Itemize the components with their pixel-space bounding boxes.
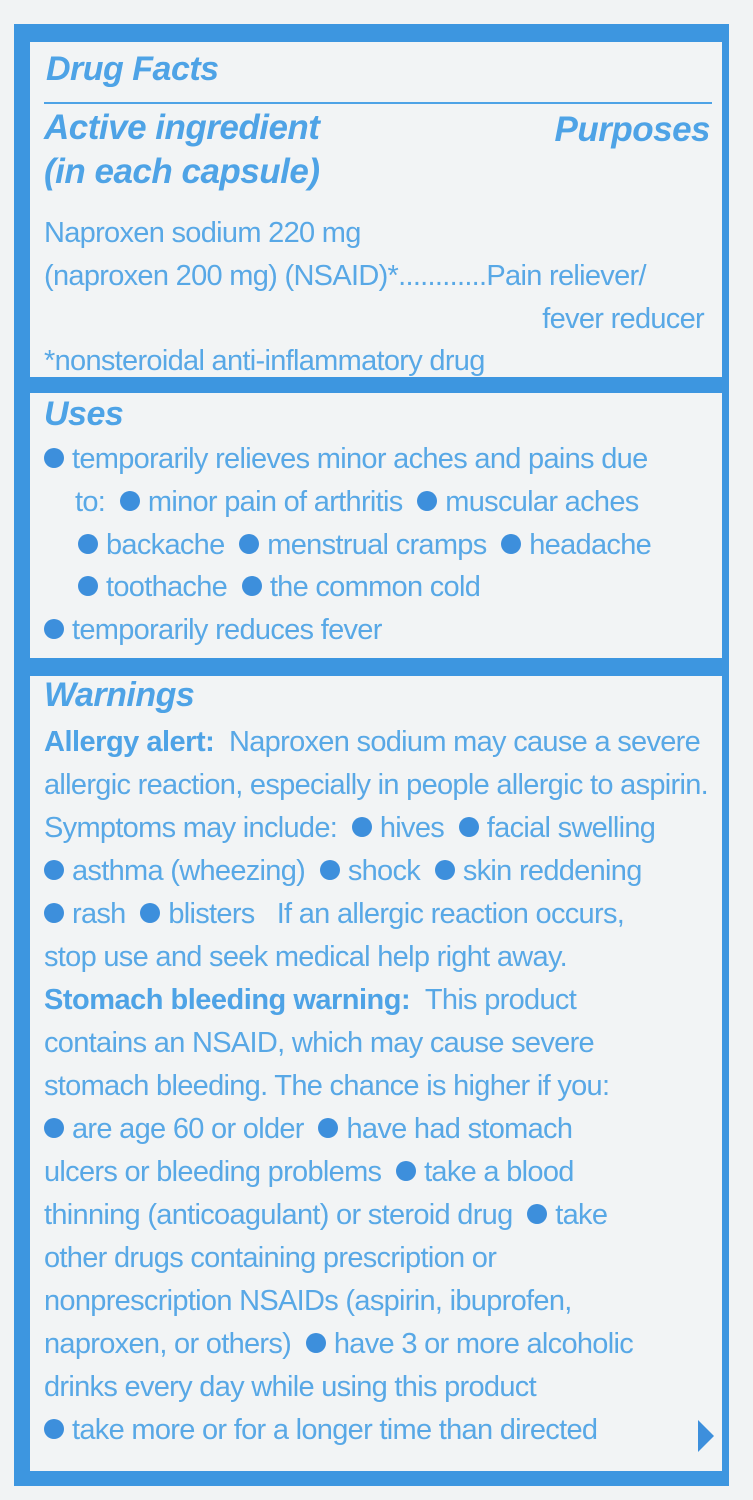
warnings-line-15: naproxen, or others) have 3 or more alcoholic: [44, 1328, 634, 1360]
warnings-line-5: rash blisters If an allergic reaction occurs,: [44, 898, 624, 931]
bullet-icon: [501, 534, 521, 554]
warnings-line-16: drinks every day while using this product: [44, 1371, 536, 1403]
header-rule: [44, 102, 712, 104]
drug-facts-box: [30, 42, 722, 377]
bullet-icon: [242, 576, 262, 596]
bullet-icon: [78, 576, 98, 596]
bullet-icon: [435, 860, 455, 880]
uses-box: [30, 393, 722, 658]
warnings-line-12: thinning (anticoagulant) or steroid drug take: [44, 1199, 608, 1231]
uses-line-2: to: minor pain of arthritis muscular aches: [75, 486, 639, 518]
bullet-icon: [318, 1118, 338, 1138]
stomach-bleeding-label: Stomach bleeding warning:: [44, 984, 411, 1016]
uses-line-1: temporarily relieves minor aches and pains due: [44, 443, 648, 476]
bullet-icon: [44, 1118, 64, 1138]
warnings-line-13: other drugs containing prescription or: [44, 1242, 497, 1274]
warnings-line-8: contains an NSAID, which may cause severe: [44, 1027, 594, 1059]
warnings-title: Warnings: [44, 676, 195, 714]
bullet-icon: [140, 903, 160, 923]
warnings-line-4: asthma (wheezing) shock skin reddening: [44, 855, 642, 888]
drug-facts-title: Drug Facts: [46, 50, 219, 88]
bullet-icon: [396, 1161, 416, 1181]
uses-line-4: toothache the common cold: [78, 571, 480, 604]
allergy-alert-label: Allergy alert:: [44, 726, 215, 758]
warnings-line-14: nonprescription NSAIDs (aspirin, ibuprofen,: [44, 1285, 572, 1317]
bullet-icon: [120, 491, 140, 511]
ingredient-line-2: (naproxen 200 mg) (NSAID)*............Pain reliever/: [44, 260, 646, 292]
continue-arrow-icon: [698, 1420, 714, 1452]
warnings-line-7: Stomach bleeding warning: This product: [44, 984, 577, 1016]
bullet-icon: [239, 534, 259, 554]
warnings-line-2: allergic reaction, especially in people allergic to aspirin.: [44, 769, 709, 801]
warnings-line-11: ulcers or bleeding problems take a blood: [44, 1156, 574, 1188]
warnings-line-10: are age 60 or older have had stomach: [44, 1113, 572, 1146]
uses-title: Uses: [44, 395, 124, 433]
purposes-heading: Purposes: [554, 110, 710, 149]
uses-line-5: temporarily reduces fever: [44, 614, 382, 647]
bullet-icon: [459, 817, 479, 837]
bullet-icon: [78, 534, 98, 554]
bullet-icon: [352, 817, 372, 837]
warnings-line-3: Symptoms may include: hives facial swelling: [44, 812, 656, 844]
ingredient-line-1: Naproxen sodium 220 mg: [44, 217, 361, 249]
bullet-icon: [44, 619, 64, 639]
uses-line-3: backache menstrual cramps headache: [78, 529, 651, 562]
bullet-icon: [44, 1419, 64, 1439]
bullet-icon: [44, 903, 64, 923]
active-ingredient-subheading: (in each capsule): [44, 152, 320, 191]
warnings-line-6: stop use and seek medical help right away.: [44, 941, 567, 973]
drug-facts-panel: [14, 24, 729, 1486]
bullet-icon: [44, 860, 64, 880]
bullet-icon: [306, 1333, 326, 1353]
warnings-box: [30, 676, 722, 1471]
active-ingredient-heading: Active ingredient: [44, 108, 320, 147]
warnings-line-1: Allergy alert: Naproxen sodium may cause a severe: [44, 726, 701, 758]
purpose-line-2: fever reducer: [542, 303, 704, 335]
bullet-icon: [417, 491, 437, 511]
footnote: *nonsteroidal anti-inflammatory drug: [44, 345, 485, 377]
warnings-line-9: stomach bleeding. The chance is higher if you:: [44, 1070, 610, 1102]
bullet-icon: [320, 860, 340, 880]
warnings-line-17: take more or for a longer time than directed: [44, 1414, 597, 1447]
bullet-icon: [527, 1204, 547, 1224]
bullet-icon: [44, 448, 64, 468]
